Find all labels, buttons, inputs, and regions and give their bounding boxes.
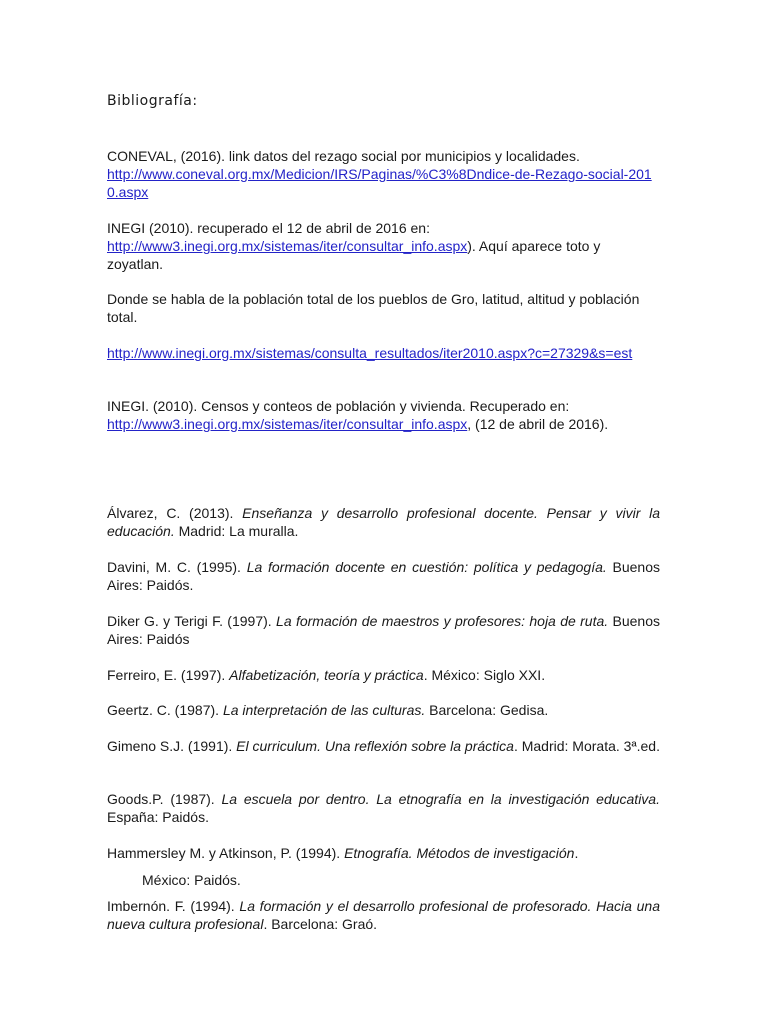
reference-text: CONEVAL, (2016). link datos del rezago social por municipios y localidades. [107, 148, 580, 164]
inegi-censos-link[interactable]: http://www3.inegi.org.mx/sistemas/iter/consultar_info.aspx [107, 416, 468, 432]
reference-hammersley-line2 [107, 871, 660, 889]
reference-goods [107, 790, 660, 826]
reference-alvarez [107, 504, 660, 540]
page-title: Bibliografía: [107, 93, 198, 109]
reference-note: ). Aquí aparece toto y zoyatlan. [107, 238, 601, 272]
reference-author: Imbernón. F. (1994). [107, 898, 240, 914]
reference-inegi-results [107, 344, 660, 362]
reference-publisher: . México: Siglo XXI. [423, 667, 546, 683]
reference-coneval [107, 147, 660, 201]
coneval-link[interactable]: http://www.coneval.org.mx/Medicion/IRS/Paginas/%C3%8Dndice-de-Rezago-social-2010.aspx [107, 166, 652, 200]
reference-author: Diker G. y Terigi F. (1997). [107, 613, 277, 629]
reference-author: Geertz. C. (1987). [107, 702, 223, 718]
reference-davini [107, 558, 660, 594]
reference-work: Alfabetización, teoría y práctica [229, 667, 424, 683]
reference-author: Hammersley M. y Atkinson, P. (1994). [107, 845, 345, 861]
reference-work: La interpretación de las culturas. [222, 702, 426, 718]
reference-ferreiro [107, 666, 660, 684]
inegi-iter-link[interactable]: http://www3.inegi.org.mx/sistemas/iter/consultar_info.aspx [107, 238, 468, 254]
reference-text: INEGI (2010). recuperado el 12 de abril de 2016 en: [107, 220, 430, 236]
reference-work: El curriculum. Una reflexión sobre la práctica [236, 738, 514, 754]
reference-work: Enseñanza y desarrollo profesional docente. Pensar y vivir la educación. [107, 505, 660, 539]
reference-publisher: Madrid: La muralla. [174, 523, 299, 539]
reference-publisher: . Madrid: Morata. 3ª.ed. [513, 738, 660, 754]
inegi-results-link[interactable]: http://www.inegi.org.mx/sistemas/consulta_resultados/iter2010.aspx?c=27329&s=est [107, 345, 633, 361]
reference-work: La formación de maestros y profesores: hoja de ruta. [276, 613, 609, 629]
reference-work: La formación y el desarrollo profesional de profesorado. Hacia una nueva cultura profesional [107, 898, 660, 932]
reference-author: Álvarez, C. (2013). [107, 505, 243, 521]
reference-publisher: Barcelona: Gedisa. [425, 702, 549, 718]
reference-text: INEGI. (2010). Censos y conteos de población y vivienda. Recuperado en: [107, 398, 570, 414]
reference-note: , (12 de abril de 2016). [467, 416, 609, 432]
reference-work: La escuela por dentro. La etnografía en la investigación educativa. [221, 791, 660, 807]
reference-work: Etnografía. Métodos de investigación [344, 845, 575, 861]
reference-author: Goods.P. (1987). [107, 791, 222, 807]
reference-gimeno [107, 737, 660, 755]
reference-author: Ferreiro, E. (1997). [107, 667, 230, 683]
reference-publisher: México: Paidós. [142, 872, 241, 888]
reference-work: La formación docente en cuestión: política y pedagogía. [246, 559, 607, 575]
reference-publisher: Buenos Aires: Paidós. [107, 559, 661, 593]
reference-publisher: . Barcelona: Graó. [263, 916, 378, 932]
reference-hammersley [107, 844, 660, 862]
reference-geertz [107, 701, 660, 719]
reference-inegi-censos [107, 397, 660, 433]
reference-publisher: España: Paidós. [107, 809, 209, 825]
reference-diker [107, 612, 660, 648]
reference-imbernon [107, 897, 660, 933]
reference-publisher: Buenos Aires: Paidós [107, 613, 660, 647]
reference-inegi-iter [107, 219, 660, 273]
reference-publisher: . [574, 845, 579, 861]
reference-author: Davini, M. C. (1995). [107, 559, 247, 575]
reference-description: Donde se habla de la población total de los pueblos de Gro, latitud, altitud y población total. [107, 291, 640, 325]
reference-author: Gimeno S.J. (1991). [107, 738, 237, 754]
